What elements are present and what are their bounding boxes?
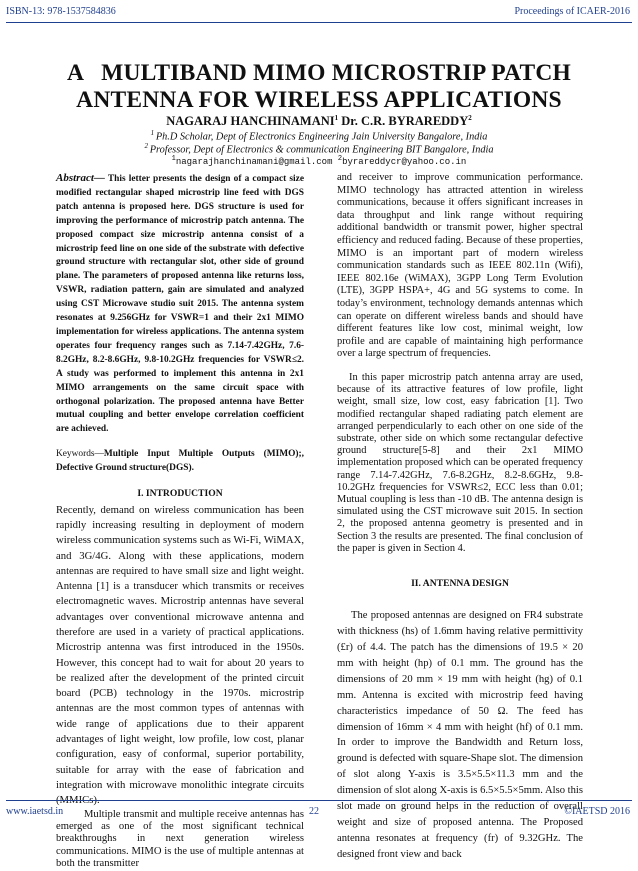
- abstract-label: Abstract—: [56, 172, 105, 184]
- intro-paragraph-2: Multiple transmit and multiple receive antennas has emerged as one of the most significant technical breakthroughs in next generation wireless communications. MIMO is the use of multiple antennas at both the transmitter: [56, 808, 304, 870]
- abstract: [56, 172, 304, 437]
- author-emails: [0, 155, 638, 167]
- body-paragraph-proposal: In this paper microstrip patch antenna array are used, because of its attractive features of low profile, light weight, small size, low cost, easy fabrication [1]. Two modified rectangular shaped radiating patch element are arranged perpendicularly to each other on one side of the substrate, other side on which some rectangular defective ground structure[5-8] and their 2x1 MIMO implementation proposed which can be operated frequency range 7.14-7.42GHz, 7.6-8.2GHz, 8.2-8.6GHz, 9.8-10.2GHz frequencies for VSWR≤2, ECC less than 0.01; Mutual coupling is less than -10 dB. The antenna design is simulated using the CST microwave suit 2015. In section 2, the proposed antenna geometry is presented and in Section 3 the results are presented. The final conclusion of the paper is given in Section 4.: [337, 371, 583, 554]
- author-2-sup: 2: [468, 114, 472, 122]
- author-1: NAGARAJ HANCHINAMANI: [166, 114, 335, 129]
- affiliation-1: [0, 129, 638, 142]
- affiliation-2: [0, 142, 638, 155]
- keywords: [56, 448, 304, 475]
- affiliation-2-text: Professor, Dept of Electronics & communication Engineering BIT Bangalore, India: [149, 144, 494, 156]
- email-1-sup: 1: [171, 155, 176, 163]
- intro-paragraph-1: Recently, demand on wireless communication has been rapidly increasing resulting in deployment of modern wireless communication systems such as Wi-Fi, WiMAX, and 3G/4G. Along with these applications, modern antennas are required to have small size and light weight. Antenna [1] is a transducer which transmits or receives electromagnetic waves. Microstrip antennas have several advantages over conventional microwave antenna and therefore are used in a variety of practical applications. Microstrip antenna was first introduced in the 1950s. However, this concept had to wait for about 20 years to be realized after the development of the printed circuit board (PCB) technology in the 1970s. microstrip antennas are the most common types of antennas with wide range of applications due to their apparent advantages of light weight, low profile, low cost, planar configuration, easy of conformal, superior portability, suitable for array with the ease of fabrication and integration with microwave monolithic integrate circuits (MMICs).: [56, 503, 304, 807]
- footer-page-number: 22: [309, 806, 319, 817]
- footer-copyright: ©IAETSD 2016: [564, 806, 630, 817]
- keywords-label: Keywords—: [56, 449, 104, 460]
- header-proceedings: Proceedings of ICAER-2016: [514, 6, 630, 17]
- title-line-2: ANTENNA FOR WIRELESS APPLICATIONS: [76, 87, 562, 113]
- header-isbn: ISBN-13: 978-1537584836: [6, 6, 116, 17]
- body-paragraph-design: The proposed antennas are designed on FR4 substrate with thickness (hs) of 1.6mm having relative permittivity (£r) of 4.4. The patch has the dimensions of 19.5 × 20 mm with height (hp) of 0.1 mm. The ground has the dimensions of 20 mm × 19 mm with height (hg) of 0.1 mm. Antenna is excited with microstrip feed having characteristics impedance of 50 Ω. The feed has dimension of 16mm × 4 mm with height (hf) of 0.1 mm. In order to improve the Bandwidth and Return loss, ground is defected with square-Shape slot. The dimension of slot along Y-axis is 3.5×5.5×11.3 mm and the dimension of slot along X-axis is 6.5×5.5×5mm. Also this slot made on ground helps in the reduction of overall weight and size of proposed antenna. The Proposed antenna resonates at frequency (fr) of 9.32GHz. The designed front view and back: [337, 610, 583, 860]
- affiliation-2-sup: 2: [144, 142, 150, 150]
- footer-website-link[interactable]: www.iaetsd.in: [6, 806, 64, 817]
- affiliation-1-text: Ph.D Scholar, Dept of Electronics Engineering Jain University Bangalore, India: [155, 131, 488, 143]
- section-heading-introduction: I. INTRODUCTION: [137, 488, 223, 500]
- affiliation-1-sup: 1: [150, 129, 156, 137]
- abstract-text: This letter presents the design of a compact size modified rectangular shaped microstrip line feed with DGS patch antenna is proposed here. DGS structure is used for improving the performance of microstrip patch antenna. The proposed compact size microstrip antenna consist of a microstrip feed line on one side of the substrate with defective ground structure with rectangular slot, other side of ground plane. The parameters of proposed antenna like returns loss, VSWR, radiation pattern, gain are simulated and analyzed using CST Microwave studio suit 2015. The antenna system resonates at 9.256GHz for VSWR=1 and their 2x1 MIMO implementation for wireless applications. The antenna system operates four frequency ranges such as 7.14-7.42GHz, 7.6-8.2GHz, 8.2-8.6GHz, 9.8-10.2GHz frequencies for VSWR≤2. A study was performed to implement this antenna in 2x1 MIMO arrangements on the same circuit space with orthogonal polarization. The proposed antenna have Better mutual coupling and better envelope correlation coefficient are achieved.: [56, 174, 304, 435]
- email-2-sup: 2: [337, 155, 343, 163]
- author-line: [0, 114, 638, 129]
- email-2: byrareddycr@yahoo.co.in: [342, 157, 467, 167]
- email-1: nagarajhanchinamani@gmail.com: [175, 157, 338, 167]
- body-paragraph-mimo: and receiver to improve communication performance. MIMO technology has attracted attention in wireless communications, because it offers significant increases in data throughput and link range without requiring additional bandwidth or transmit power, higher spectral efficiency and reduced fading. Because of these properties, MIMO is an important part of modern wireless communication standards such as IEEE 802.11n (Wifi), IEEE 802.16e (WiMAX), 3GPP Long Term Evolution (LTE), 3GPP HSPA+, 4G and 5G systems to come. In today’s environment, technology demands antennas which can operate on different wireless bands and should have different features like low cost, minimal weight, low profile and are capable of maintaining high performance over a large spectrum of frequencies.: [337, 172, 583, 360]
- header-divider: [6, 22, 632, 23]
- right-column: [337, 172, 583, 863]
- author-1-sup: 1: [334, 114, 339, 122]
- keywords-text: Multiple Input Multiple Outputs (MIMO);, Defective Ground structure(DGS).: [56, 449, 304, 473]
- section-heading-antenna-design: II. ANTENNA DESIGN: [411, 577, 509, 589]
- paper-title: [0, 60, 638, 114]
- author-2: Dr. C.R. BYRAREDDY: [338, 114, 469, 129]
- title-line-1: A MULTIBAND MIMO MICROSTRIP PATCH: [66, 60, 571, 86]
- left-column: [56, 172, 304, 871]
- footer-divider: [6, 800, 632, 801]
